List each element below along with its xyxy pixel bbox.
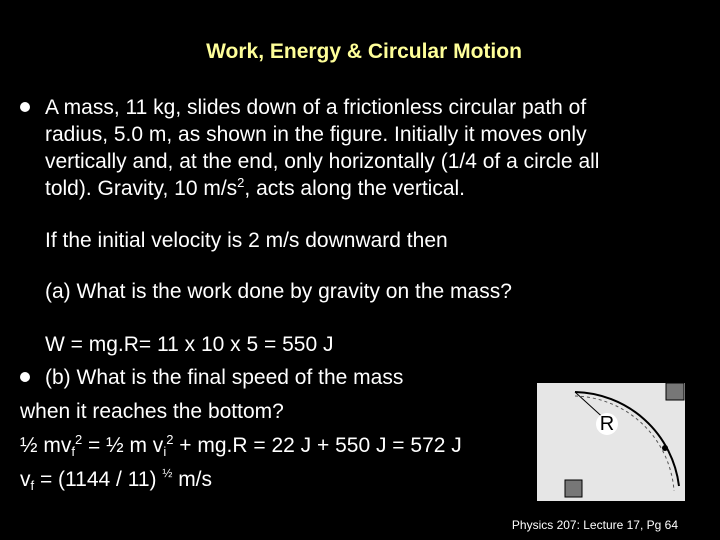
mass-dot: [662, 445, 668, 451]
intro-line-2: radius, 5.0 m, as shown in the figure. Initially it moves only: [45, 123, 587, 146]
question-b-line-2: when it reaches the bottom?: [20, 400, 284, 423]
intro-line-1: A mass, 11 kg, slides down of a frictionless circular path of: [45, 96, 587, 119]
mass-path-dashed: [575, 396, 674, 491]
answer-a: W = mg.R= 11 x 10 x 5 = 550 J: [45, 333, 334, 356]
intro-line-3: vertically and, at the end, only horizontally (1/4 of a circle all: [45, 150, 600, 173]
end-block: [565, 480, 582, 497]
final-speed-equation: $v_f = (1144 / 11)$ $^{\frac{1}{2}}$ m/s: [20, 466, 213, 493]
slide-footer: Physics 207: Lecture 17, Pg 64: [511, 518, 678, 532]
question-b-line-1: (b) What is the final speed of the mass: [45, 366, 404, 389]
circular-path-figure: [537, 383, 685, 501]
energy-equation: ½ $mv_f^2$ = ½ m $v_i^2 + mg.R = 22$ J + 550 J = 572 J: [20, 432, 462, 459]
start-block: [666, 383, 684, 400]
bullet-1: [20, 102, 30, 112]
slide-title: Work, Energy & Circular Motion: [206, 40, 522, 63]
initial-velocity-line: If the initial velocity is 2 m/s downward then: [45, 229, 448, 252]
bullet-2: [20, 372, 30, 382]
intro-line-4: told). Gravity, 10 $m/s^2$, acts along the vertical.: [45, 175, 466, 200]
radius-label: R: [596, 413, 618, 435]
question-a: (a) What is the work done by gravity on the mass?: [45, 280, 512, 303]
circular-path-diagram: [537, 383, 685, 501]
